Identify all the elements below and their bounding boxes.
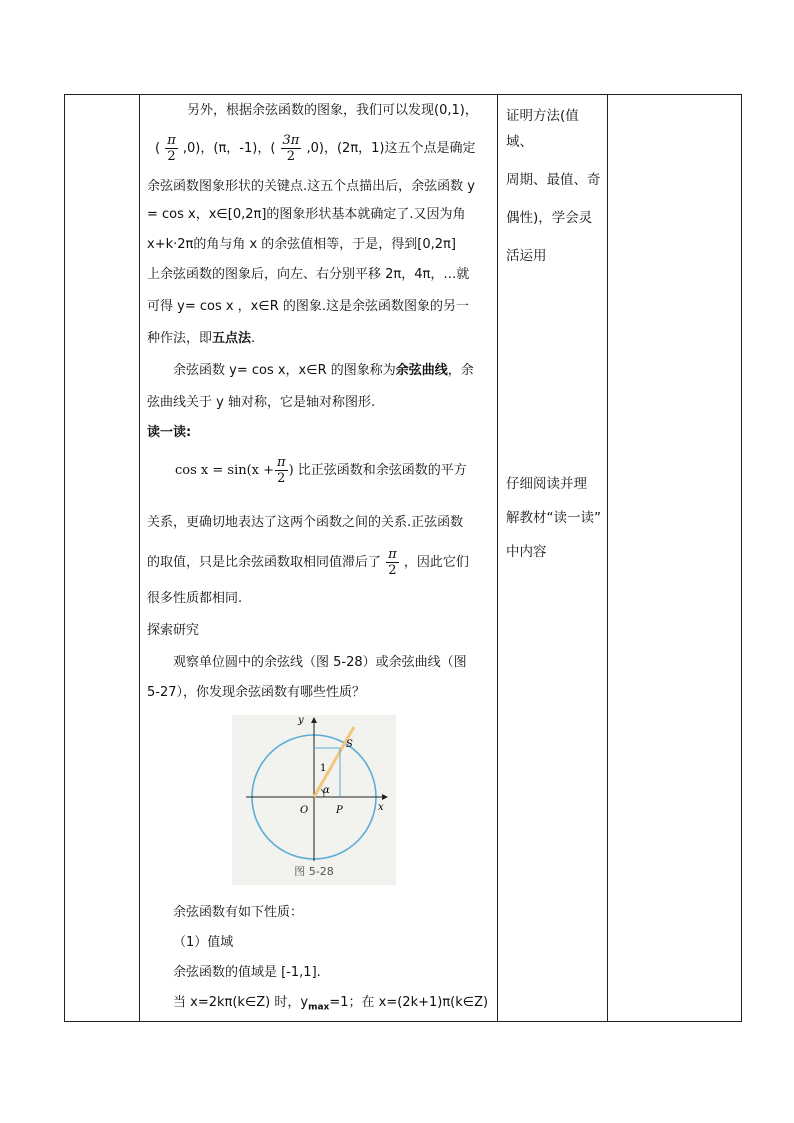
column-divider-2 (497, 95, 498, 1021)
x-axis-arrow (382, 794, 388, 800)
paragraph-line: 上余弦函数的图象后，向左、右分别平移 2π，4π，…就 (147, 267, 470, 282)
point-s-label: S (346, 739, 353, 750)
cosine-curve-term: 余弦曲线 (395, 363, 448, 378)
paragraph-line: = cos x，x∈[0,2π]的图象形状基本就确定了.又因为角 (147, 207, 466, 222)
paragraph-line-key-points: ( $\frac{\pi}{2}$ ,0)，(π，-1)，( $\frac{3\pi}{2}$ ,0)，(2π，1)这五个点是确定 (155, 133, 476, 164)
paragraph-line: 很多性质都相同. (147, 591, 243, 606)
y-label: y (298, 715, 304, 726)
unit-circle-diagram (232, 715, 396, 865)
column-divider-1 (139, 95, 140, 1021)
paragraph-line: 另外，根据余弦函数的图象，我们可以发现(0,1)， (187, 103, 478, 118)
side-note-line: 仔细阅读并理 (506, 476, 587, 492)
x-label: x (378, 802, 384, 813)
figure-unit-circle (232, 715, 396, 885)
paragraph-line: 可得 y= cos x ，x∈R 的图象.这是余弦函数图象的另一 (147, 299, 469, 314)
formula: cos x = sin(x + (175, 463, 275, 478)
y-axis-arrow (311, 717, 317, 723)
section-heading: （1）值域 (173, 935, 234, 950)
side-note-line: 偶性)，学会灵 (506, 210, 593, 226)
paragraph-line: 弦曲线关于 y 轴对称，它是轴对称图形. (147, 395, 376, 410)
paragraph-line: 5-27），你发现余弦函数有哪些性质？ (147, 685, 366, 700)
column-divider-3 (607, 95, 608, 1021)
radius-label: 1 (320, 763, 327, 774)
lesson-table (64, 94, 742, 1022)
paragraph-line: 观察单位圆中的余弦线（图 5-28）或余弦曲线（图 (173, 655, 467, 670)
side-note-line: 活运用 (506, 248, 547, 264)
paragraph-line: 余弦函数 y= cos x，x∈R 的图象称为余弦曲线，余 (173, 363, 474, 378)
explore-heading: 探索研究 (147, 623, 200, 638)
point-p-label: P (336, 805, 343, 816)
origin-label: O (300, 805, 309, 816)
side-note-line: 解教材“读一读” (506, 510, 601, 526)
side-note-reading (506, 471, 601, 565)
paragraph-line: 的取值，只是比余弦函数取相同值滞后了 $\frac{\pi}{2}$ ，因此它们 (147, 547, 469, 578)
fraction: $\frac{\pi}{2}$ (167, 133, 176, 164)
read-formula-line: cos x = sin(x + $\frac{\pi}{2}$ ) 比正弦函数和余弦函数的平方 (175, 455, 467, 486)
side-note-line: 周期、最值、奇 (506, 172, 601, 188)
paragraph-line: 种作法，即五点法. (147, 331, 256, 346)
paragraph-line: 余弦函数的值域是 [-1,1]. (173, 965, 321, 980)
alpha-label: α (323, 785, 330, 796)
read-heading: 读一读: (147, 425, 192, 440)
fraction: $\frac{\pi}{2}$ (388, 547, 397, 578)
paragraph-line: x+k·2π的角与角 x 的余弦值相等，于是，得到[0,2π] (147, 237, 456, 252)
side-note-line: 中内容 (506, 544, 547, 560)
fraction: $\frac{\pi}{2}$ (277, 455, 286, 486)
five-point-method-term: 五点法 (212, 331, 252, 346)
side-note-line: 证明方法(值域、 (506, 108, 579, 150)
paragraph-line: 余弦函数有如下性质： (173, 905, 304, 920)
paragraph-line: 当 x=2kπ(k∈Z) 时，$y_{max}=1$；在 x=(2k+1)π(k∈Z) (173, 995, 489, 1013)
paragraph-line: 关系，更确切地表达了这两个函数之间的关系.正弦函数 (147, 515, 464, 530)
fraction: $\frac{3\pi}{2}$ (282, 133, 300, 164)
figure-caption: 图 5-28 (294, 865, 334, 878)
paragraph-line: 余弦函数图象形状的关键点.这五个点描出后，余弦函数 y (147, 179, 475, 194)
side-note-methods (506, 103, 601, 269)
